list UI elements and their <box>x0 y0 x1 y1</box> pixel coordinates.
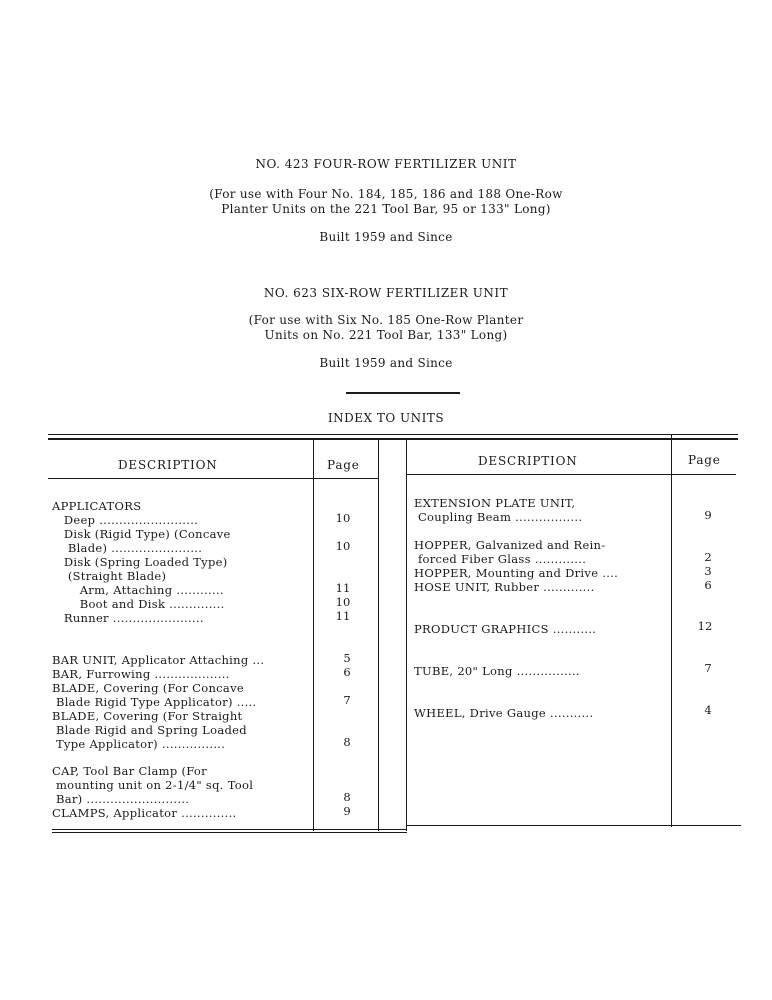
unit2-desc-line2: Units on No. 221 Tool Bar, 133" Long) <box>264 328 508 342</box>
left-row-text: Blade Rigid Type Applicator) ..... <box>52 695 257 709</box>
right-page-col-divider <box>671 434 672 827</box>
unit1-desc-line2: Planter Units on the 221 Tool Bar, 95 or 133" Long) <box>221 202 551 216</box>
left-row-text: Runner ....................... <box>52 611 204 625</box>
right-row-text: HOPPER, Galvanized and Rein- <box>414 538 606 552</box>
center-divider-right <box>406 440 407 831</box>
unit2-built: Built 1959 and Since <box>319 356 453 370</box>
left-row-page: 9 <box>343 804 351 818</box>
left-row-page: 11 <box>335 609 351 623</box>
right-row-page: 9 <box>704 508 712 522</box>
center-divider-left <box>378 440 379 831</box>
left-row-text: Blade Rigid and Spring Loaded <box>52 723 247 737</box>
left-row-text: BLADE, Covering (For Straight <box>52 709 243 723</box>
right-row-page: 7 <box>704 661 712 675</box>
table-top-rule <box>48 434 738 435</box>
right-row-page: 2 <box>704 550 712 564</box>
left-row-page: 11 <box>335 581 351 595</box>
left-page-col-divider <box>313 440 314 831</box>
right-row-page: 6 <box>704 578 712 592</box>
right-row-text: TUBE, 20" Long ................ <box>414 664 580 678</box>
left-row-text: CAP, Tool Bar Clamp (For <box>52 764 207 778</box>
left-row-text: BAR UNIT, Applicator Attaching ... <box>52 653 265 667</box>
left-row-page: 8 <box>343 735 351 749</box>
left-row-text: Boot and Disk .............. <box>52 597 225 611</box>
section-divider <box>346 392 460 394</box>
right-row-text: WHEEL, Drive Gauge ........... <box>414 706 594 720</box>
right-row-text: forced Fiber Glass ............. <box>414 552 587 566</box>
right-row-text: PRODUCT GRAPHICS ........... <box>414 622 597 636</box>
left-row-page: 7 <box>343 693 351 707</box>
left-header-rule <box>48 478 378 479</box>
left-row-text: BAR, Furrowing ................... <box>52 667 230 681</box>
left-row-page: 8 <box>343 790 351 804</box>
unit1-desc-line1: (For use with Four No. 184, 185, 186 and 188 One-Row <box>209 187 563 201</box>
right-desc-header: DESCRIPTION <box>478 454 578 468</box>
left-row-page: 6 <box>343 665 351 679</box>
right-row-text: HOSE UNIT, Rubber ............. <box>414 580 595 594</box>
table-top-rule-thick <box>48 438 738 440</box>
right-page-header: Page <box>688 453 721 467</box>
left-row-text: Type Applicator) ................ <box>52 737 226 751</box>
right-bottom-rule <box>407 825 741 826</box>
right-row-text: EXTENSION PLATE UNIT, <box>414 496 576 510</box>
left-row-text: Arm, Attaching ............ <box>52 583 224 597</box>
unit2-desc-line1: (For use with Six No. 185 One-Row Planter <box>248 313 524 327</box>
right-row-page: 3 <box>704 564 712 578</box>
left-bottom-rule <box>52 829 407 830</box>
right-row-page: 4 <box>704 703 712 717</box>
unit1-built: Built 1959 and Since <box>319 230 453 244</box>
right-row-text: HOPPER, Mounting and Drive .... <box>414 566 619 580</box>
left-row-text: (Straight Blade) <box>52 569 167 583</box>
index-title: INDEX TO UNITS <box>327 411 445 425</box>
left-desc-header: DESCRIPTION <box>118 458 218 472</box>
left-row-page: 10 <box>335 511 351 525</box>
left-row-text: Disk (Spring Loaded Type) <box>52 555 228 569</box>
unit2-title: NO. 623 SIX-ROW FERTILIZER UNIT <box>263 286 509 300</box>
left-row-text: mounting unit on 2-1/4" sq. Tool <box>52 778 254 792</box>
left-bottom-rule-2 <box>52 832 407 833</box>
left-row-page: 10 <box>335 539 351 553</box>
left-row-text: CLAMPS, Applicator .............. <box>52 806 237 820</box>
unit1-title: NO. 423 FOUR-ROW FERTILIZER UNIT <box>255 157 517 171</box>
left-row-page: 5 <box>343 651 351 665</box>
left-row-page: 10 <box>335 595 351 609</box>
left-page-header: Page <box>327 458 360 472</box>
right-row-page: 12 <box>697 619 713 633</box>
left-row-text: Bar) .......................... <box>52 792 190 806</box>
right-header-rule <box>407 474 736 475</box>
right-row-text: Coupling Beam ................. <box>414 510 583 524</box>
left-row-text: BLADE, Covering (For Concave <box>52 681 244 695</box>
left-row-text: Blade) ....................... <box>52 541 203 555</box>
left-row-text: APPLICATORS <box>52 499 142 513</box>
left-row-text: Disk (Rigid Type) (Concave <box>52 527 231 541</box>
left-row-text: Deep ......................... <box>52 513 199 527</box>
